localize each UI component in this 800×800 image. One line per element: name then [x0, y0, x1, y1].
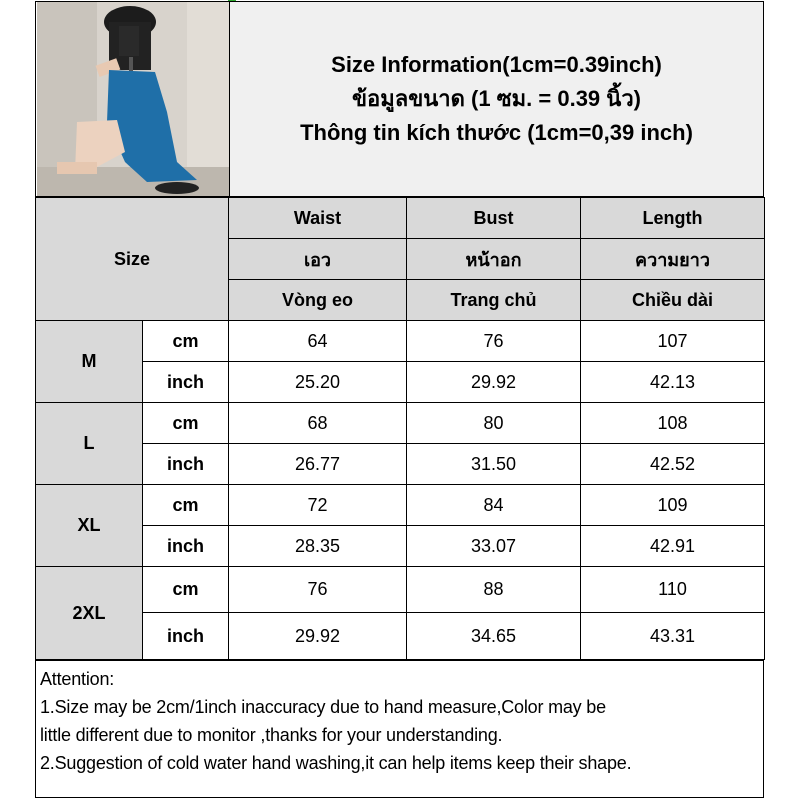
cell-value: 42.52 — [581, 444, 765, 485]
cell-value: 26.77 — [229, 444, 407, 485]
col-header-waist-en: Waist — [229, 198, 407, 239]
cell-value: 107 — [581, 321, 765, 362]
attention-notes — [35, 660, 764, 798]
size-heading: Size — [36, 198, 229, 321]
unit-inch: inch — [143, 444, 229, 485]
cell-value: 76 — [229, 567, 407, 613]
size-label-l: L — [36, 403, 143, 485]
info-title-en: Size Information(1cm=0.39inch) — [331, 52, 662, 77]
cell-value: 25.20 — [229, 362, 407, 403]
col-header-waist-vi: Vòng eo — [229, 280, 407, 321]
size-label-2xl: 2XL — [36, 567, 143, 660]
cell-value: 68 — [229, 403, 407, 444]
size-label-m: M — [36, 321, 143, 403]
unit-cm: cm — [143, 567, 229, 613]
col-header-bust-th: หน้าอก — [407, 239, 581, 280]
cell-value: 42.91 — [581, 526, 765, 567]
info-title-th: ข้อมูลขนาด (1 ซม. = 0.39 นิ้ว) — [351, 86, 641, 111]
col-header-waist-th: เอว — [229, 239, 407, 280]
cell-value: 108 — [581, 403, 765, 444]
cell-value: 43.31 — [581, 613, 765, 660]
cell-value: 72 — [229, 485, 407, 526]
cell-value: 34.65 — [407, 613, 581, 660]
attention-title: Attention: — [40, 669, 115, 689]
table-row — [36, 567, 765, 613]
cell-value: 80 — [407, 403, 581, 444]
size-info-header — [35, 1, 764, 197]
table-row — [36, 526, 765, 567]
table-row — [36, 403, 765, 444]
cell-value: 84 — [407, 485, 581, 526]
cell-value: 28.35 — [229, 526, 407, 567]
col-header-length-en: Length — [581, 198, 765, 239]
table-row — [36, 444, 765, 485]
unit-cm: cm — [143, 485, 229, 526]
attention-line-1: 1.Size may be 2cm/1inch inaccuracy due to hand measure,Color may be — [40, 697, 606, 717]
col-header-bust-en: Bust — [407, 198, 581, 239]
cell-value: 42.13 — [581, 362, 765, 403]
unit-cm: cm — [143, 321, 229, 362]
product-photo — [37, 2, 229, 196]
col-header-bust-vi: Trang chủ — [407, 280, 581, 321]
cell-value: 29.92 — [407, 362, 581, 403]
col-header-length-th: ความยาว — [581, 239, 765, 280]
cell-value: 33.07 — [407, 526, 581, 567]
cell-value: 76 — [407, 321, 581, 362]
unit-cm: cm — [143, 403, 229, 444]
cell-value: 88 — [407, 567, 581, 613]
table-row — [36, 485, 765, 526]
unit-inch: inch — [143, 362, 229, 403]
table-row — [36, 362, 765, 403]
attention-line-3: 2.Suggestion of cold water hand washing,it can help items keep their shape. — [40, 753, 632, 773]
attention-line-2: little different due to monitor ,thanks for your understanding. — [40, 725, 503, 745]
cell-value: 110 — [581, 567, 765, 613]
cell-value: 31.50 — [407, 444, 581, 485]
unit-inch: inch — [143, 613, 229, 660]
cell-value: 29.92 — [229, 613, 407, 660]
cell-value: 109 — [581, 485, 765, 526]
size-table — [35, 197, 765, 660]
cell-value: 64 — [229, 321, 407, 362]
info-title-vi: Thông tin kích thước (1cm=0,39 inch) — [300, 120, 693, 145]
size-info-text — [229, 2, 763, 196]
table-row — [36, 613, 765, 660]
unit-inch: inch — [143, 526, 229, 567]
table-row — [36, 321, 765, 362]
col-header-length-vi: Chiều dài — [581, 280, 765, 321]
size-label-xl: XL — [36, 485, 143, 567]
